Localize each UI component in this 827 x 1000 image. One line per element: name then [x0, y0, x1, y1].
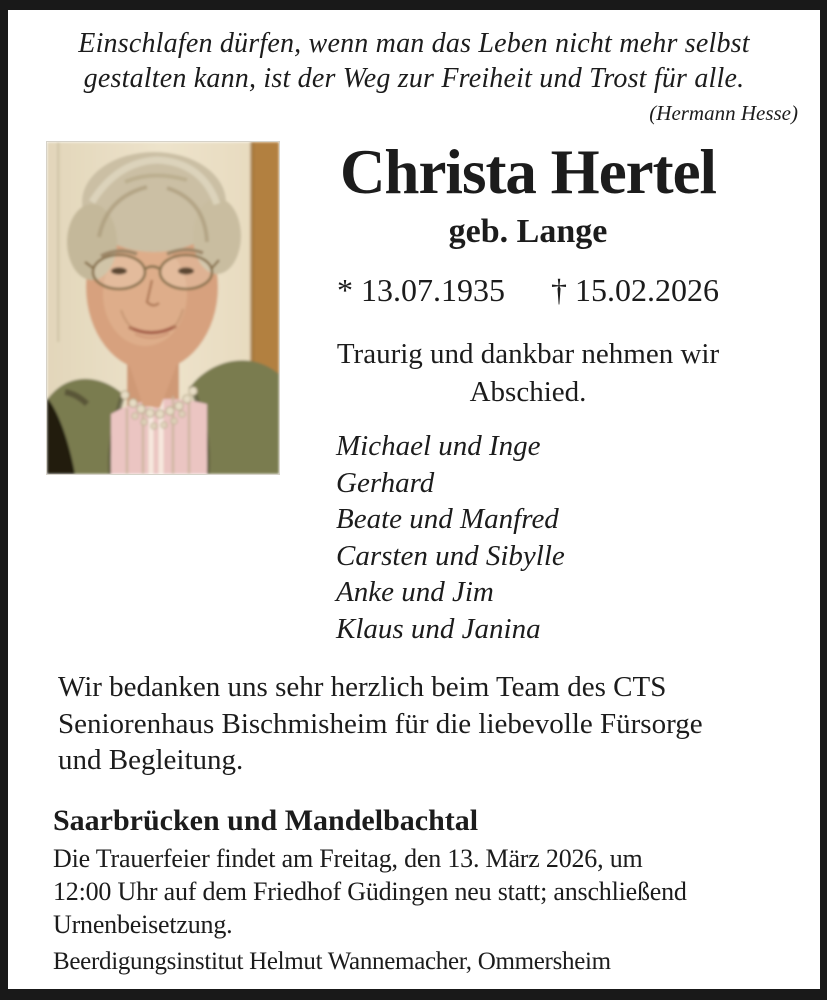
thanks-line: und Begleitung. [58, 744, 244, 776]
notice-text-column [280, 137, 796, 647]
portrait-photo [46, 141, 280, 475]
birth-name: geb. Lange [448, 213, 608, 250]
mourner-name: Klaus und Janina [336, 612, 541, 645]
mourner-name: Carsten und Sibylle [336, 539, 565, 572]
condolence-line: Traurig und dankbar nehmen wir [336, 338, 720, 370]
ceremony-line: 12:00 Uhr auf dem Friedhof Güdingen neu statt; anschließend [53, 876, 687, 906]
locations-heading: Saarbrücken und Mandelbachtal [53, 803, 479, 837]
thanks-paragraph [8, 669, 820, 779]
ceremony-line: Die Trauerfeier findet am Freitag, den 13. März 2026, um [53, 843, 643, 873]
quote-line: gestalten kann, ist der Weg zur Freiheit und Trost für alle. [83, 63, 745, 94]
condolence-line: Abschied. [469, 376, 587, 408]
thanks-line: Seniorenhaus Bischmisheim für die liebevolle Fürsorge [58, 707, 703, 740]
thanks-line: Wir bedanken uns sehr herzlich beim Team des CTS [58, 671, 667, 703]
deceased-name: Christa Hertel [339, 137, 717, 207]
main-row [8, 137, 820, 647]
mourner-name: Beate und Manfred [336, 503, 559, 535]
mourner-name: Michael und Inge [336, 430, 541, 462]
quote-line: Einschlafen dürfen, wenn man das Leben nicht mehr selbst [78, 28, 750, 59]
mourner-name: Anke und Jim [336, 576, 494, 608]
life-dates [306, 272, 750, 308]
funeral-home-line: Beerdigungsinstitut Helmut Wannemacher, Ommersheim [53, 947, 611, 975]
portrait-photo-illustration [47, 142, 279, 474]
birth-date: * 13.07.1935 [337, 272, 505, 308]
quote-attribution: (Hermann Hesse) [649, 101, 798, 125]
mourners-list [306, 428, 750, 647]
mourner-name: Gerhard [336, 466, 435, 499]
ceremony-line: Urnenbeisetzung. [53, 909, 233, 939]
death-date: † 15.02.2026 [551, 272, 719, 308]
quote [8, 26, 820, 96]
ceremony-paragraph [8, 842, 820, 941]
condolence-text [306, 335, 750, 411]
